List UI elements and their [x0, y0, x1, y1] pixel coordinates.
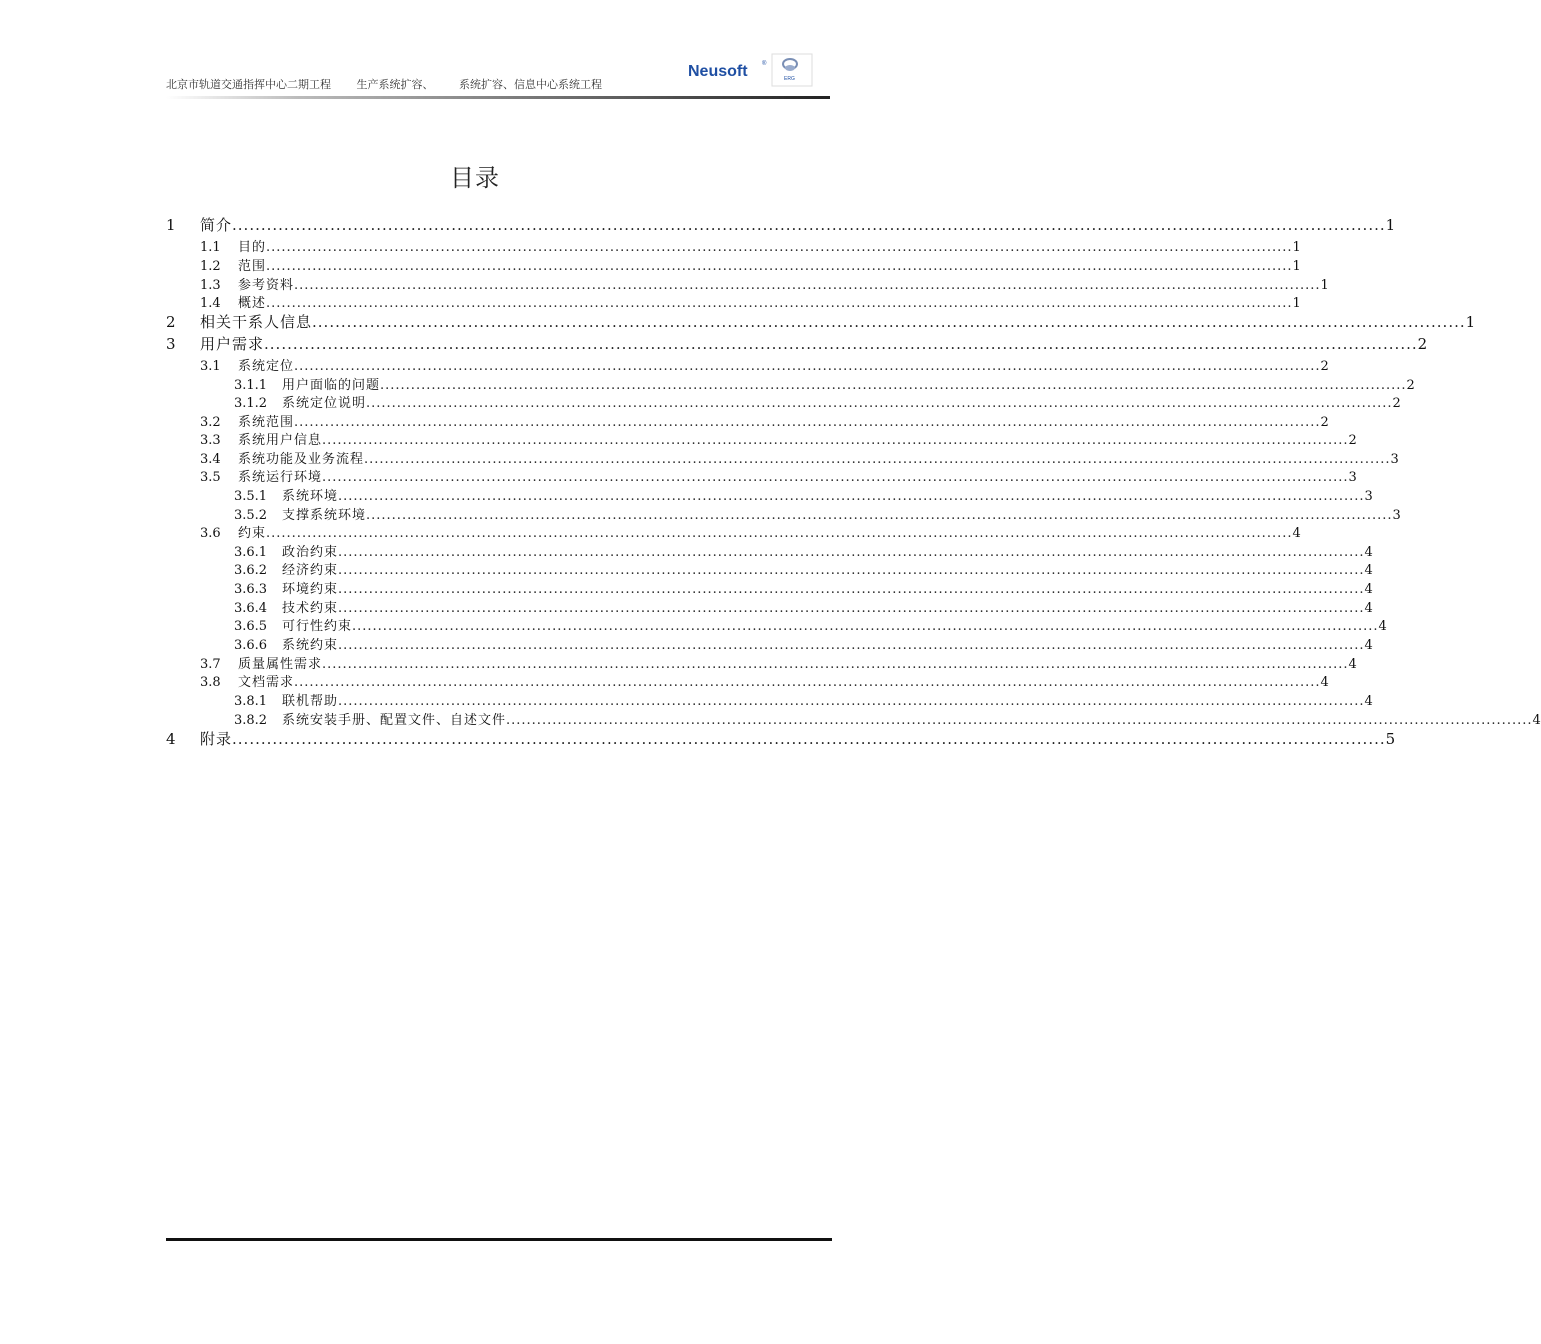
toc-entry[interactable] — [200, 236, 1301, 256]
toc-leader-dots: ........................................................................................................................................................................................................ — [322, 433, 1349, 448]
toc-label: 可行性约束 — [282, 619, 353, 634]
toc-label: 系统安装手册、配置文件、自述文件 — [282, 713, 507, 728]
toc-page-number: 3 — [1392, 508, 1401, 523]
toc-number: 3.6.3 — [234, 582, 268, 597]
toc-leader-dots: ........................................................................................................................................................................................................ — [322, 470, 1349, 485]
toc-page-number: 4 — [1320, 675, 1329, 690]
toc-leader-dots: ........................................................................................................................................................................................................ — [506, 713, 1533, 728]
toc-leader-dots: ........................................................................................................................................................................................................ — [266, 259, 1293, 274]
toc-number: 3.5 — [200, 470, 221, 485]
header-rule — [166, 96, 830, 99]
toc-leader-dots: ........................................................................................................................................................................................................ — [294, 675, 1321, 690]
toc-leader-dots: ........................................................................................................................................................................................................ — [294, 359, 1321, 374]
toc-entry[interactable] — [234, 597, 1373, 617]
toc-number: 3.8.2 — [234, 713, 268, 728]
header-part-a: 生产系统扩容、 — [356, 78, 434, 91]
toc-label: 质量属性需求 — [238, 657, 323, 672]
toc-entry[interactable] — [166, 728, 1396, 748]
toc-number: 1.1 — [200, 240, 221, 255]
header-text — [166, 76, 624, 92]
toc-leader-dots: ........................................................................................................................................................................................................ — [266, 526, 1293, 541]
toc-entry[interactable] — [166, 333, 1428, 353]
toc-page-number: 4 — [1292, 526, 1301, 541]
toc-label: 环境约束 — [282, 582, 339, 597]
toc-entry[interactable] — [200, 671, 1329, 691]
toc-leader-dots: ........................................................................................................................................................................................................ — [366, 396, 1393, 411]
toc-label: 附录 — [200, 730, 233, 748]
toc-number: 3.6.4 — [234, 601, 268, 616]
toc-entry[interactable] — [234, 690, 1373, 710]
toc-number: 3.6.1 — [234, 545, 268, 560]
toc-leader-dots: ........................................................................................................................................................................................................ — [338, 489, 1365, 504]
toc-label: 支撑系统环境 — [282, 508, 367, 523]
toc-number: 2 — [166, 313, 176, 331]
toc-number: 4 — [166, 730, 176, 748]
toc-leader-dots: ........................................................................................................................................................................................................ — [322, 657, 1349, 672]
toc-page-number: 1 — [1292, 259, 1301, 274]
toc-page-number: 3 — [1364, 489, 1373, 504]
header-project: 北京市轨道交通指挥中心二期工程 — [166, 78, 331, 91]
toc-label: 用户面临的问题 — [282, 378, 381, 393]
toc-entry[interactable] — [200, 653, 1357, 673]
toc-label: 概述 — [238, 296, 267, 311]
toc-leader-dots: ........................................................................................................................................................................................................ — [294, 278, 1321, 293]
toc-page-number: 4 — [1364, 638, 1373, 653]
toc-entry[interactable] — [200, 429, 1357, 449]
toc-entry[interactable] — [200, 522, 1301, 542]
toc-label: 范围 — [238, 259, 267, 274]
toc-entry[interactable] — [234, 541, 1373, 561]
header-part-b: 系统扩容、信息中心系统工程 — [459, 78, 602, 91]
page-title: 目录 — [450, 164, 500, 192]
toc-label: 用户需求 — [200, 335, 265, 353]
toc-label: 相关干系人信息 — [200, 313, 313, 331]
toc-leader-dots: ........................................................................................................................................................................................................ — [380, 378, 1407, 393]
toc-number: 1.3 — [200, 278, 221, 293]
toc-label: 系统运行环境 — [238, 470, 323, 485]
toc-label: 政治约束 — [282, 545, 339, 560]
toc-label: 系统范围 — [238, 415, 295, 430]
toc-page-number: 4 — [1364, 601, 1373, 616]
toc-number: 3.8 — [200, 675, 221, 690]
toc-entry[interactable] — [200, 255, 1301, 275]
toc-label: 系统定位说明 — [282, 396, 367, 411]
toc-page-number: 1 — [1385, 216, 1396, 234]
toc-label: 系统定位 — [238, 359, 295, 374]
toc-number: 3.1.2 — [234, 396, 268, 411]
page-header — [166, 50, 830, 102]
toc-number: 3.5.2 — [234, 508, 268, 523]
toc-page-number: 1 — [1465, 313, 1476, 331]
toc-leader-dots: ........................................................................................................................................................................................................ — [338, 563, 1365, 578]
toc-entry[interactable] — [234, 504, 1401, 524]
toc-label: 系统功能及业务流程 — [238, 452, 365, 467]
toc-leader-dots: ........................................................................................................................................................................................................ — [266, 240, 1293, 255]
toc-label: 目的 — [238, 240, 267, 255]
toc-label: 简介 — [200, 216, 233, 234]
logo-sub: ERG — [784, 76, 795, 82]
toc-entry[interactable] — [234, 559, 1373, 579]
toc-entry[interactable] — [200, 292, 1301, 312]
toc-page-number: 1 — [1320, 278, 1329, 293]
toc-leader-dots: ........................................................................................................................................................................................................ — [352, 619, 1379, 634]
toc-page-number: 5 — [1385, 730, 1396, 748]
toc-label: 技术约束 — [282, 601, 339, 616]
toc-entry[interactable] — [234, 392, 1401, 412]
toc-page-number: 2 — [1320, 415, 1329, 430]
toc-entry[interactable] — [234, 485, 1373, 505]
toc-page-number: 2 — [1348, 433, 1357, 448]
toc-page-number: 4 — [1348, 657, 1357, 672]
toc-entry[interactable] — [234, 634, 1373, 654]
toc-page-number: 4 — [1378, 619, 1387, 634]
toc-number: 3.6.6 — [234, 638, 268, 653]
toc-page-number: 4 — [1364, 582, 1373, 597]
toc-number: 3.6.2 — [234, 563, 268, 578]
toc-label: 系统环境 — [282, 489, 339, 504]
toc-entry[interactable] — [234, 578, 1373, 598]
toc-page-number: 1 — [1292, 296, 1301, 311]
toc-leader-dots: ........................................................................................................................................................................................................ — [266, 296, 1293, 311]
toc-number: 1 — [166, 216, 176, 234]
toc-label: 联机帮助 — [282, 694, 339, 709]
toc-page-number: 2 — [1417, 335, 1428, 353]
toc-entry[interactable] — [234, 374, 1415, 394]
toc-entry[interactable] — [200, 466, 1357, 486]
toc-page-number: 2 — [1392, 396, 1401, 411]
toc-page-number: 1 — [1292, 240, 1301, 255]
toc-leader-dots: ........................................................................................................................................................................................................ — [232, 216, 1386, 234]
toc-number: 3.5.1 — [234, 489, 268, 504]
toc-label: 文档需求 — [238, 675, 295, 690]
toc-leader-dots: ........................................................................................................................................................................................................ — [338, 694, 1365, 709]
logo-wordmark: Neusoft — [688, 63, 748, 80]
toc-number: 3.6 — [200, 526, 221, 541]
toc-leader-dots: ........................................................................................................................................................................................................ — [264, 335, 1418, 353]
toc-number: 3.6.5 — [234, 619, 268, 634]
toc-page-number: 2 — [1406, 378, 1415, 393]
toc-leader-dots: ........................................................................................................................................................................................................ — [338, 545, 1365, 560]
toc-number: 3.4 — [200, 452, 221, 467]
toc-leader-dots: ........................................................................................................................................................................................................ — [366, 508, 1393, 523]
toc-leader-dots: ........................................................................................................................................................................................................ — [338, 638, 1365, 653]
toc-leader-dots: ........................................................................................................................................................................................................ — [338, 582, 1365, 597]
svg-text:®: ® — [762, 61, 767, 67]
neusoft-logo — [686, 52, 814, 88]
toc-label: 系统约束 — [282, 638, 339, 653]
toc-label: 约束 — [238, 526, 267, 541]
toc-entry[interactable] — [234, 709, 1541, 729]
toc-page-number: 3 — [1348, 470, 1357, 485]
toc-number: 3.8.1 — [234, 694, 268, 709]
toc-entry[interactable] — [166, 311, 1476, 331]
toc-label: 参考资料 — [238, 278, 295, 293]
footer-rule — [166, 1238, 832, 1241]
toc-page-number: 4 — [1532, 713, 1541, 728]
toc-entry[interactable] — [200, 448, 1399, 468]
toc-number: 3.1.1 — [234, 378, 268, 393]
toc-page-number: 4 — [1364, 545, 1373, 560]
toc-leader-dots: ........................................................................................................................................................................................................ — [338, 601, 1365, 616]
toc-page-number: 2 — [1320, 359, 1329, 374]
toc-entry[interactable] — [200, 355, 1329, 375]
toc-number: 3.2 — [200, 415, 221, 430]
toc-label: 经济约束 — [282, 563, 339, 578]
toc-leader-dots: ........................................................................................................................................................................................................ — [232, 730, 1386, 748]
toc-entry[interactable] — [166, 214, 1396, 234]
toc-page-number: 4 — [1364, 694, 1373, 709]
toc-page-number: 4 — [1364, 563, 1373, 578]
toc-label: 系统用户信息 — [238, 433, 323, 448]
toc-entry[interactable] — [234, 615, 1387, 635]
toc-leader-dots: ........................................................................................................................................................................................................ — [294, 415, 1321, 430]
toc-number: 3.7 — [200, 657, 221, 672]
toc-number: 3 — [166, 335, 176, 353]
toc-page-number: 3 — [1390, 452, 1399, 467]
toc-number: 3.1 — [200, 359, 221, 374]
toc-number: 1.2 — [200, 259, 221, 274]
toc-number: 3.3 — [200, 433, 221, 448]
toc-leader-dots: ........................................................................................................................................................................................................ — [312, 313, 1466, 331]
toc-leader-dots: ........................................................................................................................................................................................................ — [364, 452, 1391, 467]
toc-number: 1.4 — [200, 296, 221, 311]
toc-entry[interactable] — [200, 411, 1329, 431]
toc-entry[interactable] — [200, 274, 1329, 294]
